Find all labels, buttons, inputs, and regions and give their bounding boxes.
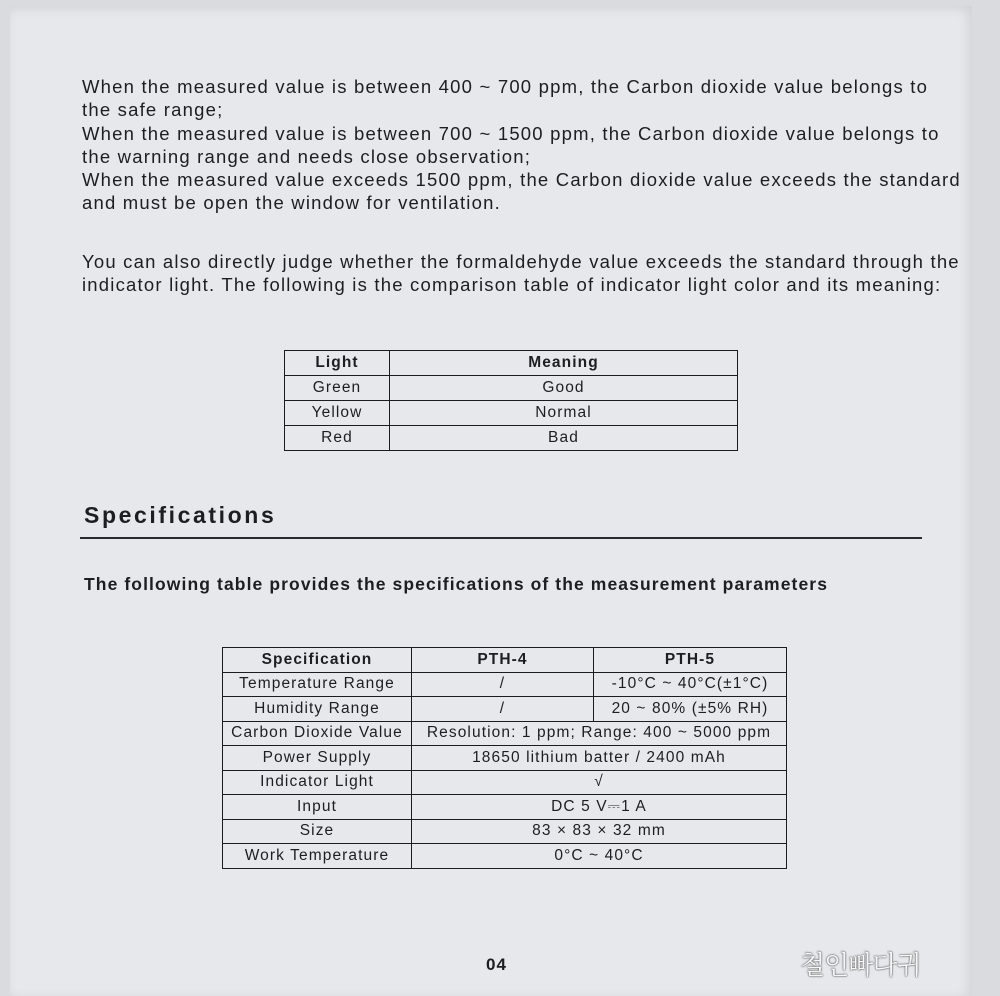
shared-value-cell: 18650 lithium batter / 2400 mAh: [412, 746, 787, 771]
table-row: [223, 795, 787, 820]
heading-divider: [80, 537, 922, 539]
pth5-value-cell: -10°C ~ 40°C(±1°C): [594, 672, 787, 697]
indicator-intro-text: You can also directly judge whether the formaldehyde value exceeds the standard through the indicator light. The following is the comparison table of indicator light color and its meaning:: [82, 251, 960, 296]
meaning-cell: Bad: [390, 426, 738, 451]
table-header-row: [223, 648, 787, 673]
watermark-text: 철인빠다귀: [800, 951, 921, 981]
table-row: [223, 819, 787, 844]
co2-ranges-paragraph: [82, 75, 962, 215]
table-row: [223, 721, 787, 746]
meaning-cell: Good: [390, 376, 738, 401]
table-row: [285, 401, 738, 426]
pth5-column-header: PTH-5: [594, 648, 787, 673]
co2-safe-range-text: When the measured value is between 400 ~ 700 ppm, the Carbon dioxide value belongs to the safe range;: [82, 76, 929, 121]
table-row: [223, 844, 787, 869]
meaning-column-header: Meaning: [390, 351, 738, 376]
spec-label-cell: Indicator Light: [223, 770, 412, 795]
table-row: [223, 672, 787, 697]
spec-label-cell: Power Supply: [223, 746, 412, 771]
co2-exceed-range-text: When the measured value exceeds 1500 ppm, the Carbon dioxide value exceeds the standard and must be open the window for ventilation.: [82, 169, 961, 214]
table-row: [285, 376, 738, 401]
light-cell: Red: [285, 426, 390, 451]
spec-label-cell: Carbon Dioxide Value: [223, 721, 412, 746]
pth4-value-cell: /: [412, 672, 594, 697]
light-column-header: Light: [285, 351, 390, 376]
spec-label-cell: Work Temperature: [223, 844, 412, 869]
light-cell: Yellow: [285, 401, 390, 426]
meaning-cell: Normal: [390, 401, 738, 426]
table-row: [223, 746, 787, 771]
shared-value-cell: 0°C ~ 40°C: [412, 844, 787, 869]
spec-label-cell: Size: [223, 819, 412, 844]
table-row: [223, 697, 787, 722]
specifications-intro: The following table provides the specifications of the measurement parameters: [84, 574, 829, 594]
pth4-column-header: PTH-4: [412, 648, 594, 673]
shared-value-cell: Resolution: 1 ppm; Range: 400 ~ 5000 ppm: [412, 721, 787, 746]
specification-column-header: Specification: [223, 648, 412, 673]
shared-value-cell: DC 5 V⎓1 A: [412, 795, 787, 820]
table-row: [223, 770, 787, 795]
pth5-value-cell: 20 ~ 80% (±5% RH): [594, 697, 787, 722]
shared-value-cell: √: [412, 770, 787, 795]
light-cell: Green: [285, 376, 390, 401]
watermark: [800, 945, 921, 982]
manual-page: [10, 6, 972, 996]
indicator-intro-paragraph: [82, 250, 962, 297]
shared-value-cell: 83 × 83 × 32 mm: [412, 819, 787, 844]
table-row: [285, 426, 738, 451]
specifications-table: [222, 647, 787, 869]
spec-label-cell: Input: [223, 795, 412, 820]
spec-label-cell: Temperature Range: [223, 672, 412, 697]
specifications-heading: Specifications: [84, 502, 277, 528]
page-number: 04: [486, 955, 507, 974]
co2-warning-range-text: When the measured value is between 700 ~ 1500 ppm, the Carbon dioxide value belongs to the warning range and needs close observation;: [82, 122, 940, 167]
pth4-value-cell: /: [412, 697, 594, 722]
spec-label-cell: Humidity Range: [223, 697, 412, 722]
table-header-row: [285, 351, 738, 376]
indicator-light-table: [284, 350, 738, 451]
